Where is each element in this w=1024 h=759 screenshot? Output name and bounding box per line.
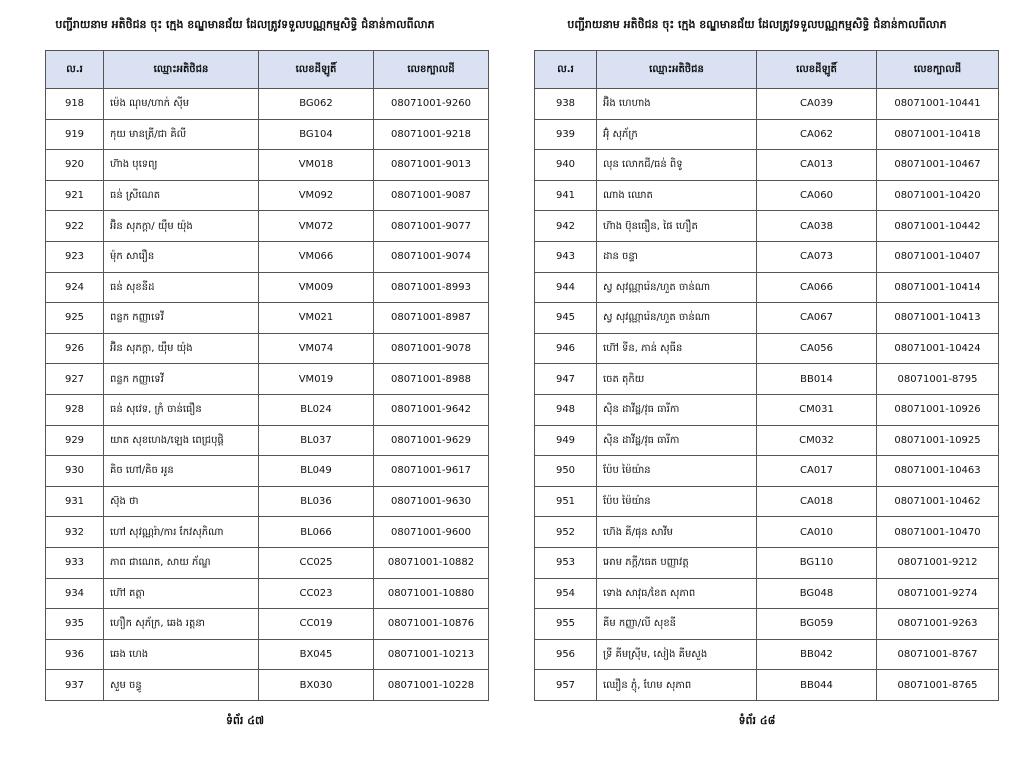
client-name: ពន្លក កញ្ញាទេវី (104, 364, 259, 395)
table-row (535, 211, 999, 242)
lot-number: VM019 (259, 364, 374, 395)
client-name: គីម កញ្ញា/លី សុខនី (597, 609, 757, 640)
parcel-number: 08071001-10876 (374, 609, 489, 640)
lot-number: BL036 (259, 486, 374, 517)
lot-number: CA018 (757, 486, 877, 517)
lot-number: BB044 (757, 670, 877, 701)
parcel-number: 08071001-10213 (374, 639, 489, 670)
client-name: យាត សុខហេង/ឡេង ពេជ្របុផ្តិ (104, 425, 259, 456)
parcel-number: 08071001-9013 (374, 150, 489, 181)
client-name: ចេត តុកិយ (597, 364, 757, 395)
table-row (535, 89, 999, 120)
table-row (46, 578, 489, 609)
client-name: ធន់ សុវេទ, ក្រំ ចាន់ធឿន (104, 394, 259, 425)
table-header-row (535, 51, 999, 89)
row-number: 937 (46, 670, 104, 701)
client-name: ទោង សាវុធ/ខៃត សុភាព (597, 578, 757, 609)
parcel-number: 08071001-9078 (374, 333, 489, 364)
row-number: 932 (46, 517, 104, 548)
parcel-number: 08071001-10882 (374, 547, 489, 578)
table-row (535, 241, 999, 272)
table-row (535, 486, 999, 517)
table-row (535, 578, 999, 609)
client-name: ហ៊េង គី/ផុន សាវីម (597, 517, 757, 548)
table-row (535, 670, 999, 701)
client-name: ធន់ ស្រីណេត (104, 180, 259, 211)
row-number: 931 (46, 486, 104, 517)
parcel-number: 08071001-10442 (877, 211, 999, 242)
client-name: ប៉ែប ម៉ៃយ៉ាន (597, 486, 757, 517)
parcel-number: 08071001-9629 (374, 425, 489, 456)
row-number: 919 (46, 119, 104, 150)
table-row (46, 486, 489, 517)
parcel-number: 08071001-9218 (374, 119, 489, 150)
parcel-number: 08071001-9274 (877, 578, 999, 609)
parcel-number: 08071001-9630 (374, 486, 489, 517)
row-number: 947 (535, 364, 597, 395)
client-name: អ៊ិន សុភក្តា/ យ៉ឹម យ៉ុង (104, 211, 259, 242)
client-name: ភាព ជាណេត, សាយ ភ័ណ្ឌ (104, 547, 259, 578)
row-number: 920 (46, 150, 104, 181)
row-number: 922 (46, 211, 104, 242)
client-name: អ៊ិង ហេហាង (597, 89, 757, 120)
table-row (535, 333, 999, 364)
row-number: 935 (46, 609, 104, 640)
table-row (46, 456, 489, 487)
client-name: ម៉េង ណុម/ហាក់ ស៊ីម (104, 89, 259, 120)
table-row (46, 303, 489, 334)
client-name: ស៊ិន ដាវីដ្ឋ/វុធ ធារីកា (597, 425, 757, 456)
client-name: ហឿក សុភ័ក្រ, ឆេង រត្តនា (104, 609, 259, 640)
col-header-no: ល.រ (46, 51, 104, 89)
row-number: 926 (46, 333, 104, 364)
lot-number: CA067 (757, 303, 877, 334)
parcel-number: 08071001-9074 (374, 241, 489, 272)
row-number: 951 (535, 486, 597, 517)
table-row (535, 272, 999, 303)
client-name: គិច ហៅ/គិច អូន (104, 456, 259, 487)
client-name: អ៊ិន សុភក្តា, យ៉ឹម យ៉ុង (104, 333, 259, 364)
parcel-number: 08071001-10470 (877, 517, 999, 548)
table-row (535, 394, 999, 425)
table-row (535, 180, 999, 211)
parcel-number: 08071001-9077 (374, 211, 489, 242)
table-row (535, 119, 999, 150)
parcel-number: 08071001-10424 (877, 333, 999, 364)
client-name: ឆេង ហេង (104, 639, 259, 670)
table-row (535, 425, 999, 456)
row-number: 927 (46, 364, 104, 395)
lot-number: BL066 (259, 517, 374, 548)
parcel-number: 08071001-10413 (877, 303, 999, 334)
lot-number: CA038 (757, 211, 877, 242)
lot-number: CA060 (757, 180, 877, 211)
row-number: 943 (535, 241, 597, 272)
parcel-number: 08071001-10407 (877, 241, 999, 272)
client-name: ពន្លក កញ្ញាទេវី (104, 303, 259, 334)
table-row (46, 211, 489, 242)
parcel-number: 08071001-10441 (877, 89, 999, 120)
col-header-parcel: លេខក្បាលដី (374, 51, 489, 89)
row-number: 925 (46, 303, 104, 334)
lot-number: CA013 (757, 150, 877, 181)
lot-number: BL037 (259, 425, 374, 456)
row-number: 924 (46, 272, 104, 303)
table-row (535, 609, 999, 640)
row-number: 938 (535, 89, 597, 120)
col-header-lot: លេខដីឡូតិ៍ (259, 51, 374, 89)
lot-number: CC023 (259, 578, 374, 609)
col-header-no: ល.រ (535, 51, 597, 89)
lot-number: BG110 (757, 547, 877, 578)
client-name: ទ្រី គីមស្រ៊ីម, សៀង គីមសួង (597, 639, 757, 670)
lot-number: CC019 (259, 609, 374, 640)
lot-number: CA039 (757, 89, 877, 120)
row-number: 928 (46, 394, 104, 425)
lot-number: CA062 (757, 119, 877, 150)
row-number: 933 (46, 547, 104, 578)
parcel-number: 08071001-10462 (877, 486, 999, 517)
parcel-number: 08071001-8767 (877, 639, 999, 670)
table-row (46, 670, 489, 701)
lot-number: VM074 (259, 333, 374, 364)
table-row (46, 89, 489, 120)
lot-number: BX030 (259, 670, 374, 701)
row-number: 950 (535, 456, 597, 487)
lot-number: CC025 (259, 547, 374, 578)
table-row (46, 517, 489, 548)
col-header-parcel: លេខក្បាលដី (877, 51, 999, 89)
client-name: អ៊ុំ សុភ័ក្រ (597, 119, 757, 150)
row-number: 955 (535, 609, 597, 640)
lot-number: CA017 (757, 456, 877, 487)
parcel-number: 08071001-8988 (374, 364, 489, 395)
parcel-number: 08071001-9260 (374, 89, 489, 120)
parcel-number: 08071001-9263 (877, 609, 999, 640)
parcel-number: 08071001-10420 (877, 180, 999, 211)
parcel-number: 08071001-10463 (877, 456, 999, 487)
table-header-row (46, 51, 489, 89)
table-row (46, 609, 489, 640)
row-number: 929 (46, 425, 104, 456)
right-page (512, 0, 1002, 759)
parcel-number: 08071001-10926 (877, 394, 999, 425)
lot-number: CA056 (757, 333, 877, 364)
client-name: សួម ចន្ធូ (104, 670, 259, 701)
parcel-number: 08071001-8987 (374, 303, 489, 334)
page-title: បញ្ជីរាយនាម អតិថិជន ចុះ ក្មេង ខណ្ឌមានជ័យ ដែលត្រូវទទួលបណ្ណកម្មសិទ្ធិ ជំនាន់កាលពីលាភ (55, 18, 435, 31)
parcel-number: 08071001-10925 (877, 425, 999, 456)
table-row (535, 456, 999, 487)
client-name: ឈឿន ភ្ញុំ, ហែម សុភាព (597, 670, 757, 701)
client-name: ស្វ សុវណ្ណារ៉េន/ហួត ចាន់ណា (597, 272, 757, 303)
table-row (46, 333, 489, 364)
row-number: 945 (535, 303, 597, 334)
client-name: ដាន ចន្ទា (597, 241, 757, 272)
client-name: ហ៊ៅ ទីន, ភាន់ សុធីន (597, 333, 757, 364)
client-name: ហៅ សុវណ្ណរ៉ា/ការ កែវសុភិណា (104, 517, 259, 548)
row-number: 942 (535, 211, 597, 242)
parcel-number: 08071001-9617 (374, 456, 489, 487)
client-name: ប៉ែប ម៉ៃយ៉ាន (597, 456, 757, 487)
row-number: 953 (535, 547, 597, 578)
page-number: ទំព័រ ៤៨ (738, 714, 776, 727)
records-table (534, 50, 999, 701)
col-header-name: ឈ្មោះអតិថិជន (597, 51, 757, 89)
client-name: កុយ មានត្រី/ជា គិលី (104, 119, 259, 150)
row-number: 934 (46, 578, 104, 609)
client-name: ហ៊ាង បុទេព្យ (104, 150, 259, 181)
table-row (46, 639, 489, 670)
client-name: លុន លោកជី/ធន់ ពិទូ (597, 150, 757, 181)
client-name: អោម ភក្តី/ធេត បញ្ញាវត្ត (597, 547, 757, 578)
table-row (46, 272, 489, 303)
table-row (535, 517, 999, 548)
page-number: ទំព័រ ៤៧ (225, 714, 265, 727)
parcel-number: 08071001-9642 (374, 394, 489, 425)
lot-number: BG062 (259, 89, 374, 120)
lot-number: BG059 (757, 609, 877, 640)
parcel-number: 08071001-8795 (877, 364, 999, 395)
row-number: 952 (535, 517, 597, 548)
client-name: ណាង ឈោត (597, 180, 757, 211)
row-number: 921 (46, 180, 104, 211)
table-row (46, 394, 489, 425)
table-row (46, 180, 489, 211)
row-number: 954 (535, 578, 597, 609)
lot-number: VM021 (259, 303, 374, 334)
table-row (535, 639, 999, 670)
table-row (46, 241, 489, 272)
left-page (0, 0, 490, 759)
lot-number: BG104 (259, 119, 374, 150)
parcel-number: 08071001-10414 (877, 272, 999, 303)
table-row (535, 150, 999, 181)
table-row (46, 547, 489, 578)
parcel-number: 08071001-10418 (877, 119, 999, 150)
table-row (46, 119, 489, 150)
table-row (535, 547, 999, 578)
parcel-number: 08071001-9212 (877, 547, 999, 578)
row-number: 923 (46, 241, 104, 272)
parcel-number: 08071001-10228 (374, 670, 489, 701)
lot-number: VM018 (259, 150, 374, 181)
row-number: 946 (535, 333, 597, 364)
row-number: 936 (46, 639, 104, 670)
parcel-number: 08071001-9600 (374, 517, 489, 548)
parcel-number: 08071001-8765 (877, 670, 999, 701)
lot-number: VM072 (259, 211, 374, 242)
table-row (535, 303, 999, 334)
parcel-number: 08071001-10880 (374, 578, 489, 609)
client-name: ស៊ិន ដាវីដ្ឋ/វុធ ធារីកា (597, 394, 757, 425)
client-name: ស៊ុង ថា (104, 486, 259, 517)
table-row (535, 364, 999, 395)
client-name: ធន់ សុខនីដ (104, 272, 259, 303)
table-row (46, 364, 489, 395)
row-number: 941 (535, 180, 597, 211)
row-number: 948 (535, 394, 597, 425)
lot-number: CA073 (757, 241, 877, 272)
lot-number: VM066 (259, 241, 374, 272)
lot-number: BG048 (757, 578, 877, 609)
table-row (46, 150, 489, 181)
lot-number: VM092 (259, 180, 374, 211)
parcel-number: 08071001-8993 (374, 272, 489, 303)
row-number: 956 (535, 639, 597, 670)
lot-number: BL049 (259, 456, 374, 487)
client-name: ស្វ សុវណ្ណារ៉េន/ហួត ចាន់ណា (597, 303, 757, 334)
table-row (46, 425, 489, 456)
lot-number: CM032 (757, 425, 877, 456)
col-header-name: ឈ្មោះអតិថិជន (104, 51, 259, 89)
col-header-lot: លេខដីឡូតិ៍ (757, 51, 877, 89)
row-number: 949 (535, 425, 597, 456)
lot-number: VM009 (259, 272, 374, 303)
parcel-number: 08071001-9087 (374, 180, 489, 211)
client-name: ហ៊ៅ តត្តា (104, 578, 259, 609)
lot-number: CM031 (757, 394, 877, 425)
records-table (45, 50, 489, 701)
row-number: 918 (46, 89, 104, 120)
lot-number: BB042 (757, 639, 877, 670)
lot-number: CA066 (757, 272, 877, 303)
row-number: 944 (535, 272, 597, 303)
row-number: 939 (535, 119, 597, 150)
page-title: បញ្ជីរាយនាម អតិថិជន ចុះ ក្មេង ខណ្ឌមានជ័យ ដែលត្រូវទទួលបណ្ណកម្មសិទ្ធិ ជំនាន់កាលពីលាភ (567, 18, 947, 31)
client-name: ហ៊ាង ប៊ុនធឿន, ផៃ ហឿត (597, 211, 757, 242)
row-number: 930 (46, 456, 104, 487)
row-number: 957 (535, 670, 597, 701)
lot-number: BB014 (757, 364, 877, 395)
parcel-number: 08071001-10467 (877, 150, 999, 181)
row-number: 940 (535, 150, 597, 181)
lot-number: CA010 (757, 517, 877, 548)
lot-number: BL024 (259, 394, 374, 425)
lot-number: BX045 (259, 639, 374, 670)
client-name: ម៉ុក សារឿន (104, 241, 259, 272)
